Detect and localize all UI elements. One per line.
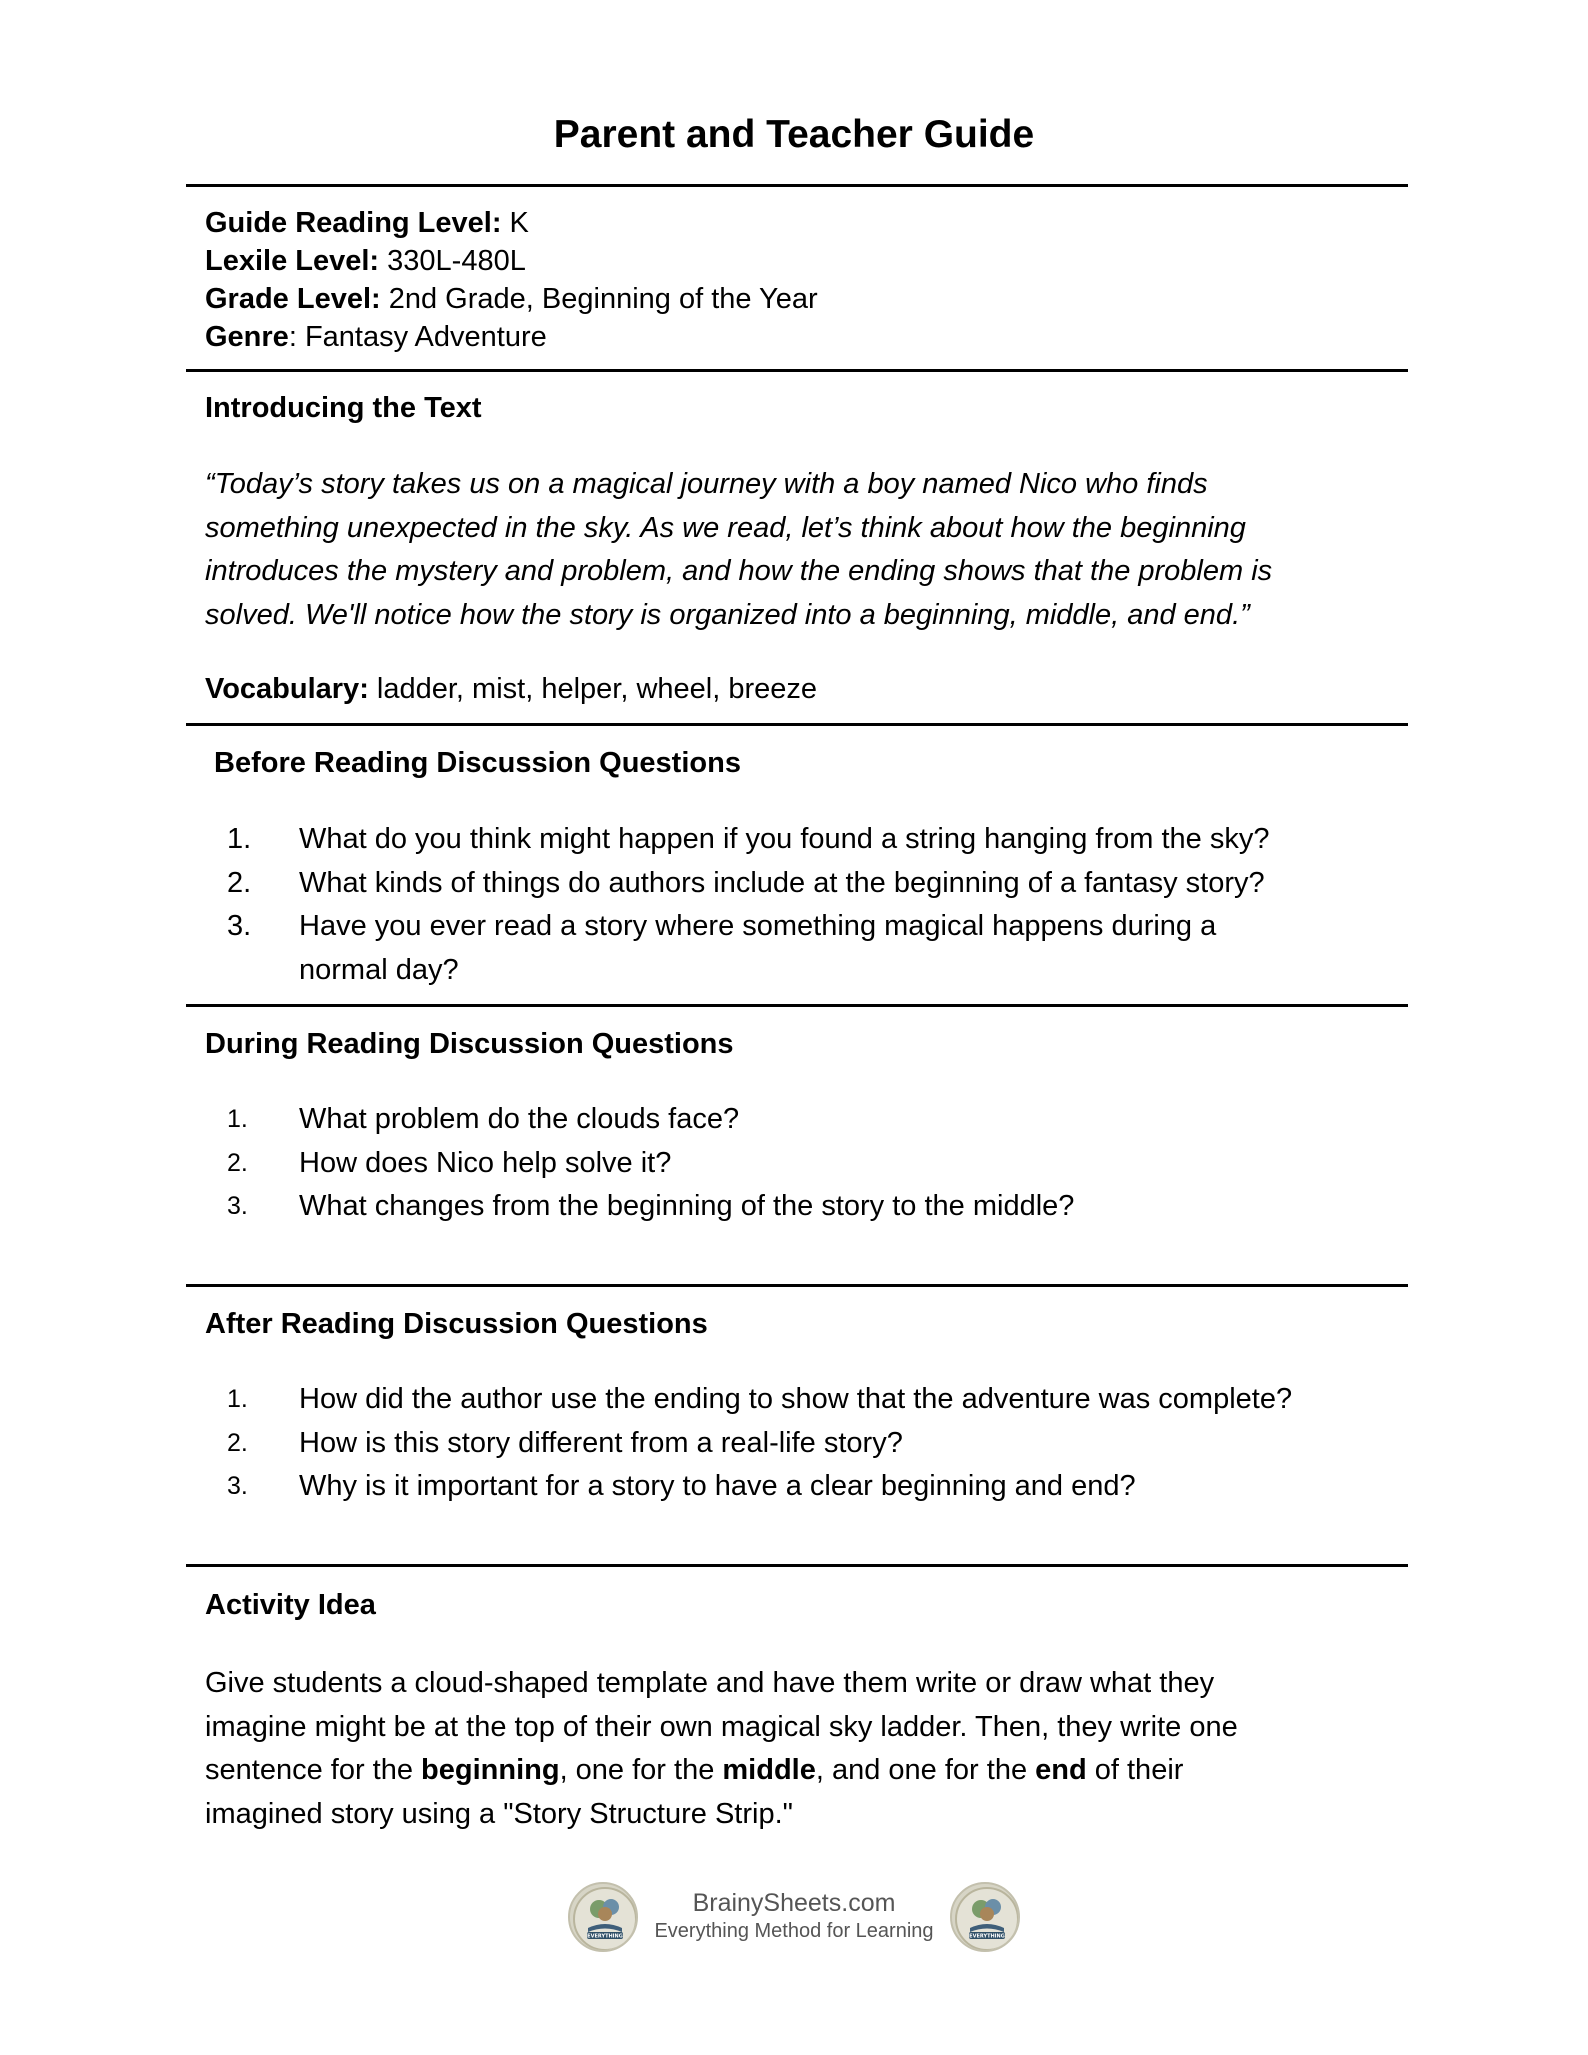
page-title: Parent and Teacher Guide	[553, 113, 1035, 156]
before-reading-heading: Before Reading Discussion Questions	[214, 747, 741, 779]
grade-level	[205, 280, 1395, 318]
item-text: How does Nico help solve it?	[299, 1146, 672, 1179]
lexile-level-value: 330L-480L	[379, 245, 526, 277]
list-item	[205, 1422, 1395, 1466]
intro-line: introduces the mystery and problem, and how the ending shows that the problem is	[205, 555, 1273, 587]
during-reading-heading: During Reading Discussion Questions	[205, 1028, 734, 1060]
item-text: How is this story different from a real-life story?	[299, 1426, 903, 1459]
item-number: 2.	[227, 1428, 248, 1457]
divider	[186, 1564, 1408, 1567]
divider	[186, 723, 1408, 726]
footer-site: BrainySheets.com	[692, 1889, 896, 1917]
reading-level	[205, 204, 1395, 242]
after-reading-heading: After Reading Discussion Questions	[205, 1308, 708, 1340]
list-item	[205, 1185, 1395, 1229]
item-text: What changes from the beginning of the story to the middle?	[299, 1190, 1075, 1222]
lexile-level-label: Lexile Level:	[205, 245, 380, 277]
logo-wordmark: EVERYTHING	[969, 1933, 1005, 1940]
intro-line: solved. We'll notice how the story is organized into a beginning, middle, and end.”	[205, 598, 1250, 631]
item-number: 3.	[227, 1192, 248, 1220]
activity-bold-beginning: beginning	[421, 1754, 560, 1786]
list-item	[205, 818, 1395, 862]
divider	[186, 369, 1408, 372]
activity-text: sentence for the	[205, 1754, 422, 1786]
vocabulary-words: ladder, mist, helper, wheel, breeze	[368, 673, 817, 705]
item-number: 1.	[227, 1105, 248, 1133]
after-reading-questions	[205, 1378, 1395, 1509]
footer-tagline: Everything Method for Learning	[654, 1920, 934, 1942]
item-text: Have you ever read a story where something magical happens during a	[299, 910, 1217, 942]
genre	[205, 318, 1395, 356]
vocabulary	[205, 671, 817, 707]
item-text: What problem do the clouds face?	[299, 1103, 740, 1135]
meta-block	[205, 204, 1395, 356]
activity-paragraph	[205, 1662, 1395, 1836]
item-number: 1.	[227, 823, 252, 855]
brand-logo-icon	[950, 1882, 1020, 1952]
reading-level-label: Guide Reading Level:	[205, 207, 502, 239]
intro-line: “Today’s story takes us on a magical journey with a boy named Nico who finds	[205, 468, 1208, 500]
list-item	[205, 1378, 1395, 1422]
footer	[0, 1882, 1588, 1962]
intro-paragraph	[205, 463, 1395, 637]
item-text: What kinds of things do authors include at the beginning of a fantasy story?	[299, 866, 1265, 899]
brand-logo-icon	[568, 1882, 638, 1952]
grade-level-label: Grade Level:	[205, 283, 381, 315]
activity-bold-middle: middle	[722, 1754, 816, 1786]
intro-line: something unexpected in the sky. As we read, let’s think about how the beginning	[205, 511, 1246, 544]
item-text: What do you think might happen if you found a string hanging from the sky?	[299, 823, 1270, 855]
list-item	[205, 905, 1395, 992]
item-number: 2.	[227, 866, 252, 899]
activity-line: imagine might be at the top of their own magical sky ladder. Then, they write one	[205, 1710, 1238, 1743]
before-reading-questions	[205, 818, 1395, 992]
activity-line: imagined story using a "Story Structure Strip."	[205, 1797, 793, 1830]
activity-text: of their	[1086, 1754, 1184, 1786]
divider	[186, 184, 1408, 187]
list-item	[205, 1098, 1395, 1142]
activity-text: , and one for the	[815, 1754, 1036, 1786]
item-text: How did the author use the ending to show that the adventure was complete?	[299, 1383, 1293, 1415]
item-number: 3.	[227, 1472, 248, 1500]
list-item	[205, 1465, 1395, 1509]
item-text: Why is it important for a story to have a clear beginning and end?	[299, 1470, 1136, 1502]
activity-heading: Activity Idea	[205, 1589, 376, 1621]
item-number: 2.	[227, 1148, 248, 1177]
item-text-continued: normal day?	[299, 953, 459, 986]
activity-line: Give students a cloud-shaped template and have them write or draw what they	[205, 1667, 1215, 1699]
reading-level-value: K	[501, 207, 529, 239]
logo-wordmark: EVERYTHING	[587, 1933, 623, 1940]
footer-text	[640, 1888, 948, 1944]
item-number: 3.	[227, 910, 252, 942]
during-reading-questions	[205, 1098, 1395, 1229]
lexile-level	[205, 242, 1395, 280]
genre-value: : Fantasy Adventure	[288, 321, 547, 353]
activity-text: , one for the	[559, 1754, 723, 1786]
genre-label: Genre	[205, 321, 289, 353]
grade-level-value: 2nd Grade, Beginning of the Year	[380, 283, 818, 315]
divider	[186, 1004, 1408, 1007]
list-item	[205, 862, 1395, 906]
vocabulary-label: Vocabulary:	[205, 673, 369, 705]
item-number: 1.	[227, 1385, 248, 1413]
activity-bold-end: end	[1035, 1754, 1087, 1786]
introducing-heading: Introducing the Text	[205, 392, 482, 424]
list-item	[205, 1142, 1395, 1186]
divider	[186, 1284, 1408, 1287]
activity-line	[205, 1749, 1395, 1793]
